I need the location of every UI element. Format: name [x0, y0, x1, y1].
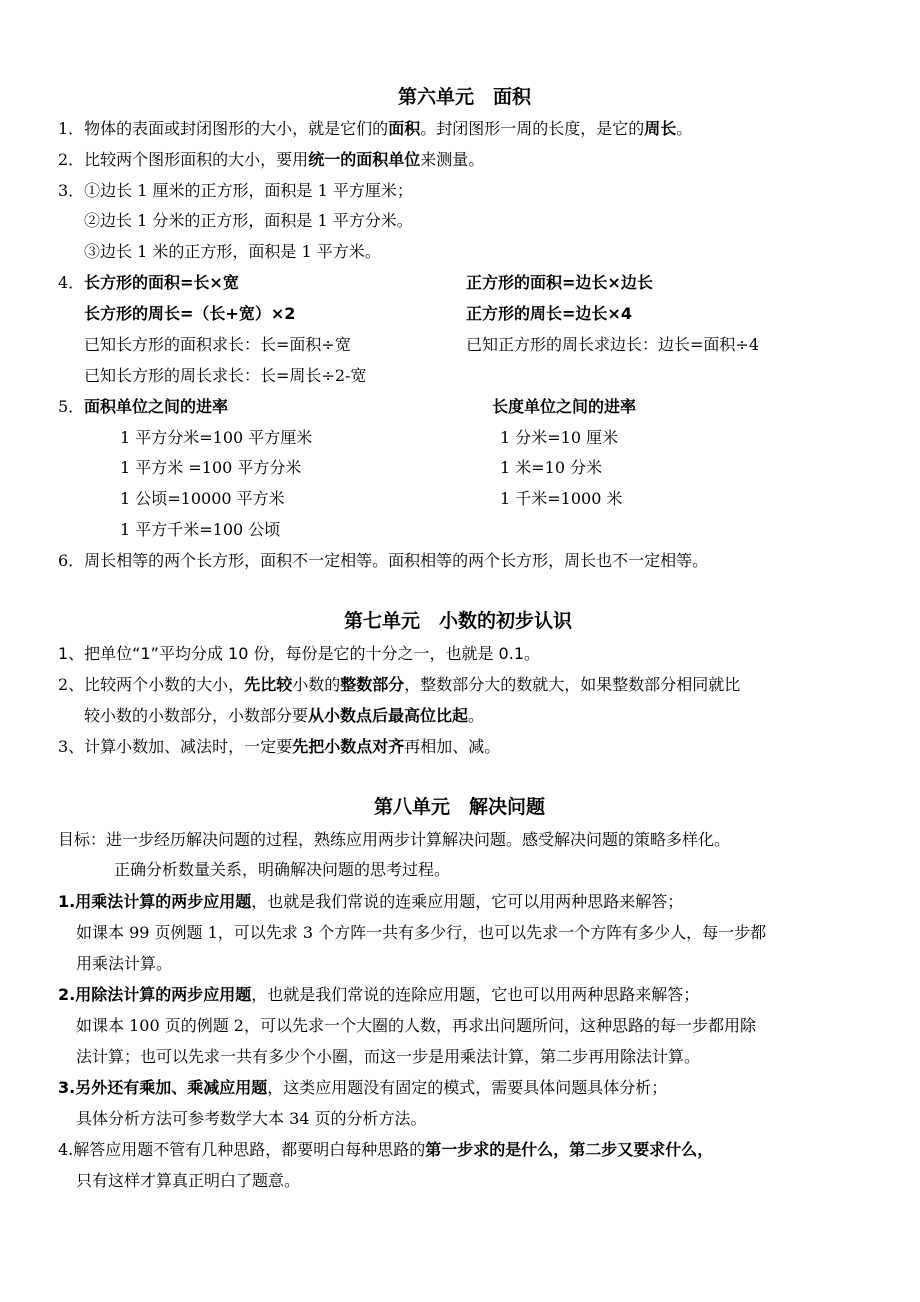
text: 4.解答应用题不管有几种思路，都要明白每种思路的: [58, 1140, 426, 1159]
keyword-compare-first: 先比较: [244, 675, 293, 694]
unit8-goal-line-1: 目标：进一步经历解决问题的过程，熟练应用两步计算解决问题。感受解决问题的策略多样化。: [58, 830, 731, 849]
text: ，也就是我们常说的连除应用题，它也可以用两种思路来解答；: [251, 985, 700, 1004]
area-rate-item: 1 平方千米=100 公顷: [120, 520, 281, 539]
text: 再相加、减。: [404, 737, 501, 756]
length-rate-item: 1 米=10 分米: [500, 458, 603, 477]
area-rate-heading: 面积单位之间的进率: [84, 397, 229, 416]
unit8-point-2a: [58, 984, 699, 1006]
unit7-title: 第七单元 小数的初步认识: [344, 610, 573, 632]
unit8-point-1a: [58, 891, 683, 913]
unit8-point-4b: 只有这样才算真正明白了题意。: [76, 1171, 301, 1190]
unit7-point-3: [58, 736, 500, 758]
text: 3、计算小数加、减法时，一定要: [58, 737, 293, 756]
length-rate-heading: 长度单位之间的进率: [492, 397, 637, 416]
keyword-division-two-step: 2.用除法计算的两步应用题: [58, 985, 252, 1004]
square-side-from-perimeter: 已知正方形的周长求边长：边长=面积÷4: [466, 335, 759, 354]
unit6-point-1: [58, 118, 692, 140]
text: 来测量。: [420, 150, 485, 169]
unit8-point-3b: 具体分析方法可参考数学大本 34 页的分析方法。: [76, 1109, 427, 1128]
keyword-first-second-step: 第一步求的是什么，第二步又要求什么，: [425, 1140, 714, 1159]
unit8-goal-line-2: 正确分析数量关系，明确解决问题的思考过程。: [114, 860, 451, 879]
area-rate-item: 1 平方分米=100 平方厘米: [120, 428, 313, 447]
unit8-point-2c: 法计算；也可以先求一共有多少个小圈，而这一步是用乘法计算，第二步再用除法计算。: [76, 1047, 701, 1066]
rect-length-from-perimeter: 已知长方形的周长求长：长=周长÷2-宽: [84, 366, 367, 385]
unit7-point-2a: [58, 674, 740, 696]
text: 。封闭图形一周的长度，是它的: [420, 119, 645, 138]
unit6-title: 第六单元 面积: [398, 86, 532, 108]
keyword-unified-unit: 统一的面积单位: [308, 150, 421, 169]
text: ，整数部分大的数就大，如果整数部分相同就比: [404, 675, 741, 694]
rect-area-formula: 长方形的面积=长×宽: [84, 273, 239, 292]
unit7-point-1: 1、把单位“1”平均分成 10 份，每份是它的十分之一，也就是 0.1。: [58, 644, 541, 663]
length-rate-item: 1 千米=1000 米: [500, 489, 623, 508]
text: 。: [676, 119, 693, 138]
unit7-point-2b: [84, 705, 484, 727]
unit6-point-3a: 3．①边长 1 厘米的正方形，面积是 1 平方厘米；: [58, 181, 413, 200]
text: 。: [468, 706, 485, 725]
text: ，也就是我们常说的连乘应用题，它可以用两种思路来解答；: [251, 892, 684, 911]
unit8-title: 第八单元 解决问题: [374, 796, 546, 818]
rect-perimeter-formula: 长方形的周长=（长+宽）×2: [84, 304, 296, 323]
keyword-align-decimal-points: 先把小数点对齐: [292, 737, 405, 756]
text: 小数的: [292, 675, 341, 694]
keyword-perimeter: 周长: [644, 119, 677, 138]
unit6-point-3c: ③边长 1 米的正方形，面积是 1 平方米。: [84, 242, 381, 261]
unit8-point-2b: 如课本 100 页的例题 2，可以先求一个大圈的人数，再求出问题所问，这种思路的每一步都用除: [76, 1016, 756, 1035]
area-rate-item: 1 公顷=10000 平方米: [120, 489, 285, 508]
unit6-point-4-number: 4．: [58, 273, 85, 292]
unit8-point-3a: [58, 1077, 667, 1099]
keyword-area: 面积: [388, 119, 421, 138]
unit6-point-3b: ②边长 1 分米的正方形，面积是 1 平方分米。: [84, 211, 413, 230]
unit8-point-4a: [58, 1139, 713, 1161]
rect-length-from-area: 已知长方形的面积求长：长=面积÷宽: [84, 335, 351, 354]
square-area-formula: 正方形的面积=边长×边长: [466, 273, 653, 292]
area-rate-item: 1 平方米 =100 平方分米: [120, 458, 302, 477]
unit6-point-5-number: 5．: [58, 397, 85, 416]
keyword-multiplication-two-step: 1.用乘法计算的两步应用题: [58, 892, 252, 911]
keyword-mult-add-sub: 3.另外还有乘加、乘减应用题: [58, 1078, 268, 1097]
keyword-highest-decimal-place: 从小数点后最高位比起: [308, 706, 469, 725]
text: 较小数的小数部分，小数部分要: [84, 706, 309, 725]
unit6-point-2: [58, 149, 484, 171]
keyword-integer-part: 整数部分: [340, 675, 405, 694]
text: 2、比较两个小数的大小，: [58, 675, 245, 694]
unit8-point-1c: 用乘法计算。: [76, 954, 173, 973]
text: ，这类应用题没有固定的模式，需要具体问题具体分析；: [267, 1078, 668, 1097]
length-rate-item: 1 分米=10 厘米: [500, 428, 619, 447]
unit8-point-1b: 如课本 99 页例题 1，可以先求 3 个方阵一共有多少行，也可以先求一个方阵有多少人，每一步都: [76, 923, 767, 942]
unit6-point-6: 6．周长相等的两个长方形，面积不一定相等。面积相等的两个长方形，周长也不一定相等。: [58, 551, 709, 570]
text: 1．物体的表面或封闭图形的大小，就是它们的: [58, 119, 389, 138]
square-perimeter-formula: 正方形的周长=边长×4: [466, 304, 632, 323]
text: 2．比较两个图形面积的大小，要用: [58, 150, 309, 169]
